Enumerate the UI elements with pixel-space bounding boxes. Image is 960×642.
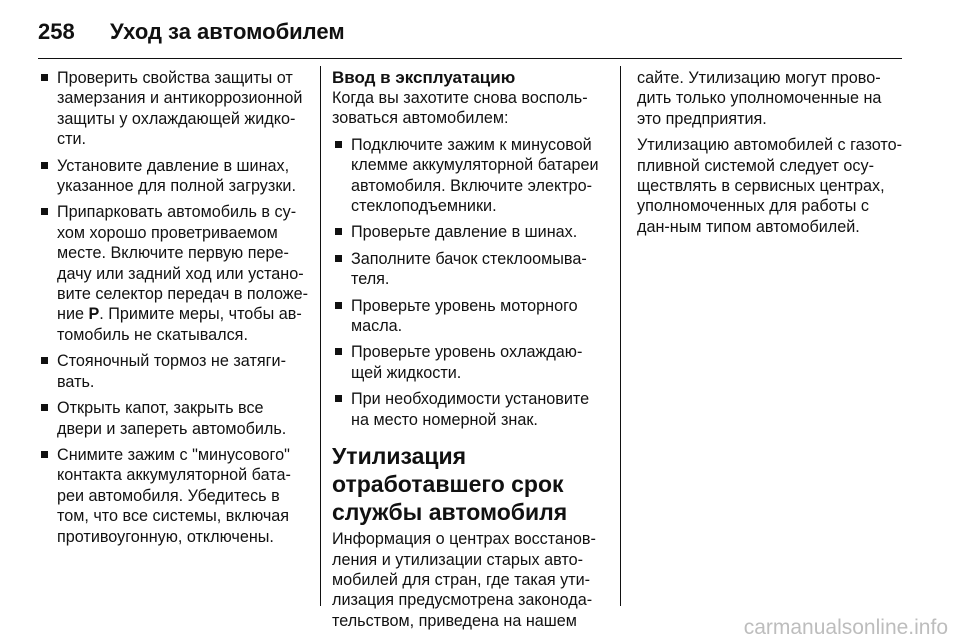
list-item: Заполните бачок стеклоомыва-теля. <box>332 249 608 290</box>
disposal-paragraph-cont: сайте. Утилизацию могут прово-дить только уполномоченные на это предприятия. <box>637 69 882 128</box>
disposal-paragraph: Информация о центрах восстанов-ления и утилизации старых авто-мобилей для стран, где такая ути-лизация предусмотрена законода-тельством, приведена на нашем <box>332 530 596 630</box>
intro-paragraph: Когда вы захотите снова восполь-зоваться автомобилем: <box>332 89 588 128</box>
page-number: 258 <box>38 19 75 44</box>
gear-position-p: P <box>88 305 100 324</box>
column-2 <box>332 68 608 637</box>
column-1 <box>38 68 310 553</box>
gas-vehicle-paragraph: Утилизацию автомобилей с газото-пливной системой следует осу-ществлять в сервисных центрах, уполномоченных для работы с дан-ным типом автомобилей. <box>637 136 902 236</box>
column-divider-2 <box>620 66 621 606</box>
list-item: Установите давление в шинах, указанное для полной загрузки. <box>38 156 310 197</box>
page-title: Уход за автомобилем <box>110 19 345 44</box>
list-item: Проверьте уровень охлаждаю-щей жидкости. <box>332 342 608 383</box>
list-item: Проверьте давление в шинах. <box>332 222 608 242</box>
header-rule <box>38 58 902 59</box>
list-item-text-tail: . Примите меры, чтобы ав-томобиль не скатывался. <box>57 305 302 344</box>
list-item: Стояночный тормоз не затяги-вать. <box>38 351 310 392</box>
list-item: Подключите зажим к минусовой клемме аккумуляторной батареи автомобиля. Включите электро-стеклоподъемники. <box>332 135 608 217</box>
list-item: Открыть капот, закрыть все двери и запереть автомобиль. <box>38 398 310 439</box>
section-heading-disposal: Утилизация отработавшего срок службы автомобиля <box>332 443 568 526</box>
recommissioning-checklist <box>332 135 608 430</box>
subheading-recommissioning: Ввод в эксплуатацию <box>332 68 516 87</box>
storage-checklist <box>38 68 310 547</box>
list-item: При необходимости установите на место номерной знак. <box>332 389 608 430</box>
list-item-text: Припарковать автомобиль в су-хом хорошо проветриваемом месте. Включите первую пере-дачу или задний ход или устано-вите селектор передач в положе-ние <box>57 203 308 324</box>
list-item: Проверьте уровень моторного масла. <box>332 296 608 337</box>
page-header <box>38 14 345 50</box>
column-3 <box>637 68 905 243</box>
column-divider-1 <box>320 66 321 606</box>
watermark: carmanualsonline.info <box>743 616 948 639</box>
list-item <box>38 202 310 345</box>
list-item: Снимите зажим с "минусового" контакта аккумуляторной бата-реи автомобиля. Убедитесь в том, что все системы, включая противоугонную, отключены. <box>38 445 310 547</box>
list-item: Проверить свойства защиты от замерзания и антикоррозионной защиты у охлаждающей жидко-сти. <box>38 68 310 150</box>
